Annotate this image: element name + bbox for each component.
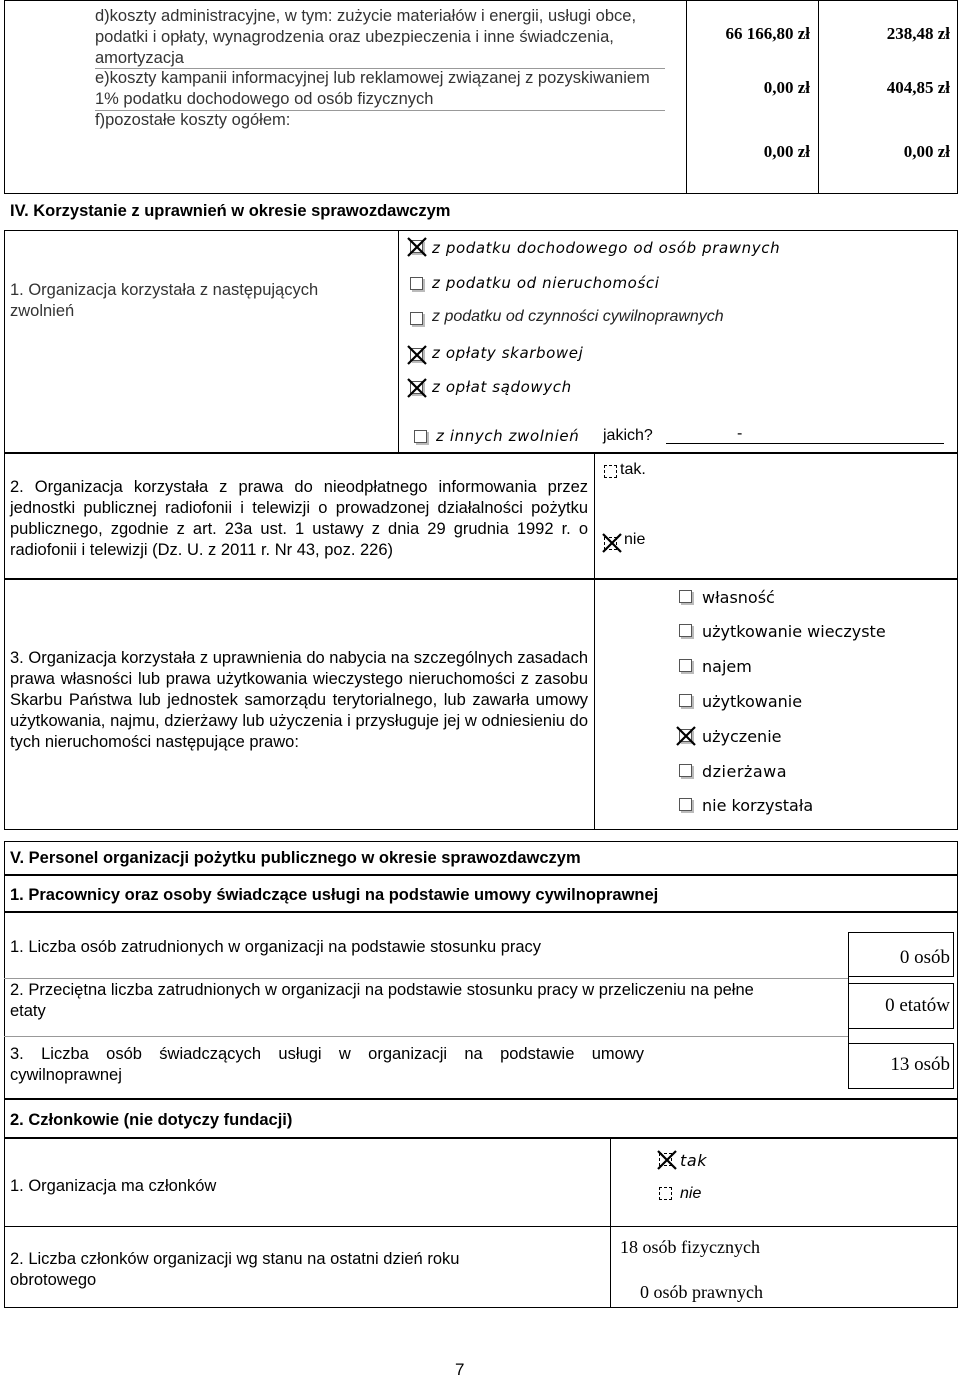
cost-d-col1: 66 166,80 zł bbox=[725, 24, 810, 43]
option-label: użyczenie bbox=[702, 727, 782, 746]
checkbox[interactable] bbox=[604, 465, 617, 478]
checkbox[interactable] bbox=[410, 312, 423, 325]
option-label: z podatku od czynności cywilnoprawnych bbox=[432, 308, 724, 325]
option-label: nie bbox=[680, 1185, 702, 1202]
employees-row-2-label: 2. Przeciętna liczba zatrudnionych w organizacji na podstawie stosunku pracy w przeliczeniu na pełne etaty bbox=[10, 981, 754, 1020]
cost-e-col1: 0,00 zł bbox=[763, 78, 810, 97]
checkbox[interactable] bbox=[659, 1187, 672, 1200]
checkbox[interactable] bbox=[679, 590, 692, 603]
has-members-label: 1. Organizacja ma członków bbox=[10, 1177, 217, 1195]
broadcast-label: 2. Organizacja korzystała z prawa do nieodpłatnego informowania przez jednostki publicznej radiofonii i telewizji o prowadzonej działalności pożytku publicznego, zgodnie z art. 23a ust. 1 ustawy z dnia 29 grudnia 1992 r. o radiofonii i telewizji (Dz. U. z 2011 r. Nr 43, poz. 226) bbox=[10, 478, 588, 559]
option-label: własność bbox=[702, 588, 775, 607]
option-label: nie bbox=[624, 531, 646, 548]
employees-row-2-value: 0 etatów bbox=[885, 995, 950, 1016]
employees-row-3-label: 3. Liczba osób świadczących usługi w organizacji na podstawie umowy cywilnoprawnej bbox=[10, 1045, 644, 1084]
option-label: z opłat sądowych bbox=[432, 378, 572, 396]
checkbox[interactable] bbox=[679, 694, 692, 707]
exemptions-box bbox=[4, 230, 958, 453]
checkbox[interactable] bbox=[410, 277, 423, 290]
option-label: z podatku od nieruchomości bbox=[432, 274, 660, 292]
exemptions-label: 1. Organizacja korzystała z następujących zwolnień bbox=[10, 281, 319, 320]
cost-e-label: e)koszty kampanii informacyjnej lub reklamowej związanej z pozyskiwaniem 1% podatku dochodowego od osób fizycznych bbox=[95, 69, 650, 108]
checkbox[interactable] bbox=[679, 624, 692, 637]
property-rights-label: 3. Organizacja korzystała z uprawnienia do nabycia na szczególnych zasadach prawa własności lub prawa użytkowania wieczystego nieruchomości z zasobu Skarbu Państwa lub jednostek samorządu terytorialnego, lub zawarła umowy użytkowania, najmu, dzierżawy lub użyczenia i przysługuje jej w odniesieniu do tych nieruchomości następujące prawo: bbox=[10, 649, 588, 751]
cost-d-col2: 238,48 zł bbox=[886, 24, 950, 43]
check-x-icon bbox=[675, 725, 697, 747]
check-x-icon bbox=[406, 377, 428, 399]
option-label: użytkowanie wieczyste bbox=[702, 622, 886, 641]
employees-row-1-value: 0 osób bbox=[899, 947, 950, 968]
checkbox[interactable] bbox=[679, 659, 692, 672]
checkbox[interactable] bbox=[679, 798, 692, 811]
option-label: tak bbox=[680, 1151, 708, 1170]
check-x-icon bbox=[406, 236, 428, 258]
employees-row-1-label: 1. Liczba osób zatrudnionych w organizacji na podstawie stosunku pracy bbox=[10, 938, 542, 956]
check-x-icon bbox=[406, 344, 428, 366]
checkbox[interactable] bbox=[679, 764, 692, 777]
check-x-icon bbox=[601, 532, 623, 554]
employees-title: 1. Pracownicy oraz osoby świadczące usługi na podstawie umowy cywilnoprawnej bbox=[10, 886, 659, 904]
option-label: tak. bbox=[620, 461, 646, 478]
cost-f-col1: 0,00 zł bbox=[763, 142, 810, 161]
checkbox[interactable] bbox=[414, 430, 427, 443]
member-count-natural: 18 osób fizycznych bbox=[620, 1237, 760, 1257]
option-label: z podatku dochodowego od osób prawnych bbox=[432, 239, 781, 257]
member-count-legal: 0 osób prawnych bbox=[640, 1282, 763, 1302]
page-number: 7 bbox=[455, 1360, 465, 1379]
option-label: dzierżawa bbox=[702, 762, 788, 781]
section-v-title: V. Personel organizacji pożytku publicznego w okresie sprawozdawczym bbox=[10, 849, 581, 867]
employees-row-3-value: 13 osób bbox=[890, 1054, 950, 1075]
other-exemptions-value: - bbox=[737, 425, 743, 442]
cost-f-label: f)pozostałe koszty ogółem: bbox=[95, 111, 291, 129]
option-label: z innych zwolnień bbox=[436, 427, 580, 445]
option-label: z opłaty skarbowej bbox=[432, 344, 584, 362]
cost-d-label: d)koszty administracyjne, w tym: zużycie materiałów i energii, usługi obce, podatki i opłaty, wynagrodzenia oraz ubezpieczenia i inne świadczenia, amortyzacja bbox=[95, 7, 637, 67]
member-count-label: 2. Liczba członków organizacji wg stanu na ostatni dzień roku obrotowego bbox=[10, 1250, 460, 1289]
option-label: nie korzystała bbox=[702, 796, 814, 815]
members-title: 2. Członkowie (nie dotyczy fundacji) bbox=[10, 1111, 293, 1129]
cost-f-col2: 0,00 zł bbox=[903, 142, 950, 161]
option-label: użytkowanie bbox=[702, 692, 803, 711]
cost-e-col2: 404,85 zł bbox=[886, 78, 950, 97]
other-exemptions-question: jakich? bbox=[603, 427, 653, 444]
option-label: najem bbox=[702, 657, 752, 676]
section-iv-title: IV. Korzystanie z uprawnień w okresie sprawozdawczym bbox=[10, 202, 451, 220]
check-x-icon bbox=[656, 1149, 678, 1171]
